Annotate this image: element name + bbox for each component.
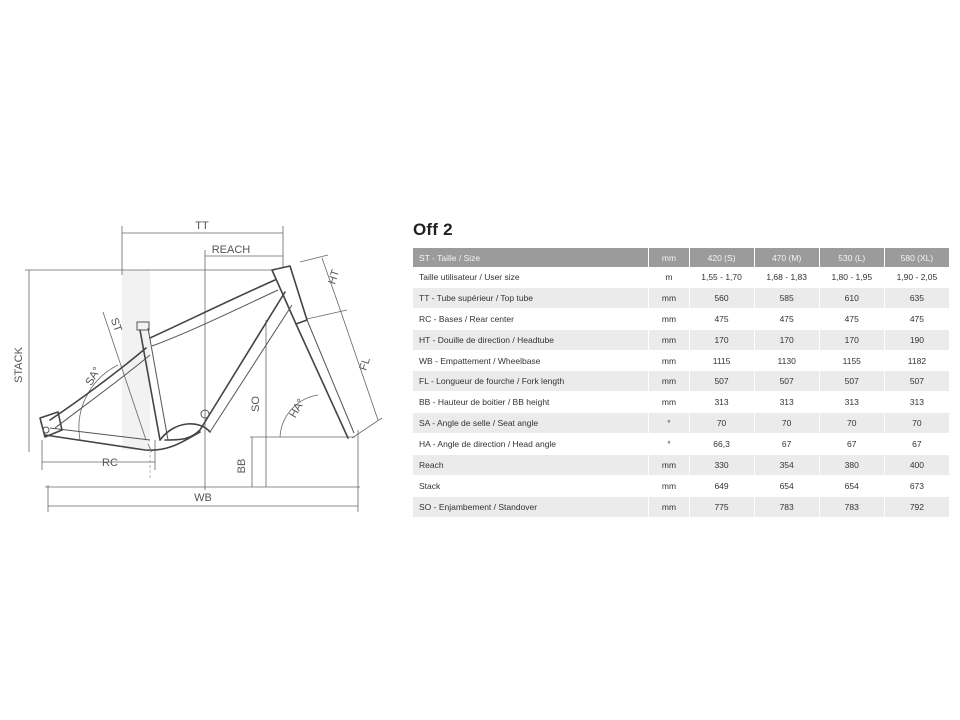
top-tube [150, 280, 275, 338]
fl-ext-bottom [352, 418, 382, 438]
header-size: 470 (M) [755, 248, 820, 267]
row-unit: m [649, 267, 689, 288]
row-parameter: WB - Empattement / Wheelbase [413, 351, 649, 372]
row-value: 70 [755, 413, 820, 434]
stack-label: STACK [13, 347, 25, 383]
reach-label: REACH [211, 244, 251, 256]
header-size: 530 (L) [820, 248, 885, 267]
table-row [413, 371, 950, 392]
row-value: 190 [885, 330, 950, 351]
row-parameter: Stack [413, 476, 649, 497]
table-body [413, 267, 950, 518]
row-unit: mm [649, 476, 689, 497]
ht-label: HT [326, 268, 343, 286]
row-value: 783 [820, 497, 885, 518]
row-value: 66,3 [690, 434, 755, 455]
row-value: 170 [690, 330, 755, 351]
row-value: 1,90 - 2,05 [885, 267, 950, 288]
row-unit: ° [649, 434, 689, 455]
row-parameter: FL - Longueur de fourche / Fork length [413, 371, 649, 392]
frame-geometry-diagram [0, 200, 400, 520]
row-parameter: BB - Hauteur de boitier / BB height [413, 392, 649, 413]
row-value: 67 [820, 434, 885, 455]
table-row [413, 455, 950, 476]
wb-label: WB [194, 492, 212, 504]
row-value: 313 [690, 392, 755, 413]
ha-label: HA° [287, 396, 308, 421]
rear-dropout [40, 412, 62, 437]
so-label: SO [250, 396, 262, 412]
row-value: 635 [885, 288, 950, 309]
row-unit: mm [649, 392, 689, 413]
row-value: 475 [820, 309, 885, 330]
row-value: 70 [820, 413, 885, 434]
geometry-table [413, 248, 950, 518]
head-tube [272, 266, 307, 324]
table-header-row [413, 248, 950, 267]
table-row [413, 288, 950, 309]
row-unit: mm [649, 288, 689, 309]
row-value: 475 [885, 309, 950, 330]
tt-label: TT [195, 220, 209, 232]
bike-frame [40, 266, 354, 480]
row-value: 330 [690, 455, 755, 476]
row-value: 507 [690, 371, 755, 392]
model-title: Off 2 [413, 220, 453, 239]
row-value: 313 [755, 392, 820, 413]
header-unit: mm [649, 248, 689, 267]
header-size: 420 (S) [690, 248, 755, 267]
row-value: 610 [820, 288, 885, 309]
bb-label: BB [236, 458, 248, 474]
row-parameter: HA - Angle de direction / Head angle [413, 434, 649, 455]
rc-label: RC [102, 457, 118, 469]
row-value: 70 [690, 413, 755, 434]
seat-tube-outline [148, 328, 168, 440]
table-row [413, 330, 950, 351]
row-value: 67 [885, 434, 950, 455]
fl-label: FL [357, 356, 373, 373]
row-value: 475 [690, 309, 755, 330]
row-value: 673 [885, 476, 950, 497]
row-value: 775 [690, 497, 755, 518]
row-value: 1,55 - 1,70 [690, 267, 755, 288]
header-size: 580 (XL) [885, 248, 950, 267]
row-value: 1,68 - 1,83 [755, 267, 820, 288]
row-parameter: SA - Angle de selle / Seat angle [413, 413, 649, 434]
ht-ext-top [300, 255, 328, 262]
row-value: 313 [885, 392, 950, 413]
row-value: 649 [690, 476, 755, 497]
row-value: 400 [885, 455, 950, 476]
row-unit: mm [649, 351, 689, 372]
row-value: 507 [885, 371, 950, 392]
header-parameter: ST - Taille / Size [413, 248, 649, 267]
row-value: 654 [755, 476, 820, 497]
st-label: ST [107, 316, 124, 334]
row-value: 1115 [690, 351, 755, 372]
row-value: 783 [755, 497, 820, 518]
top-tube-lower [152, 290, 278, 346]
row-parameter: RC - Bases / Rear center [413, 309, 649, 330]
table-row [413, 476, 950, 497]
table-row [413, 497, 950, 518]
row-parameter: Reach [413, 455, 649, 476]
table-row [413, 309, 950, 330]
row-value: 560 [690, 288, 755, 309]
row-value: 507 [755, 371, 820, 392]
row-unit: ° [649, 413, 689, 434]
fork-blade [296, 324, 348, 438]
row-value: 170 [820, 330, 885, 351]
table-row [413, 434, 950, 455]
row-parameter: Taille utilisateur / User size [413, 267, 649, 288]
row-unit: mm [649, 455, 689, 476]
row-parameter: SO - Enjambement / Standover [413, 497, 649, 518]
row-value: 1130 [755, 351, 820, 372]
row-parameter: HT - Douille de direction / Headtube [413, 330, 649, 351]
ht-dimension-line [322, 258, 341, 312]
row-parameter: TT - Tube supérieur / Top tube [413, 288, 649, 309]
table-row [413, 267, 950, 288]
fork-blade-outline [307, 320, 354, 433]
row-value: 475 [755, 309, 820, 330]
row-value: 70 [885, 413, 950, 434]
row-value: 313 [820, 392, 885, 413]
row-value: 654 [820, 476, 885, 497]
down-tube-outline [210, 305, 292, 432]
row-unit: mm [649, 371, 689, 392]
row-value: 1155 [820, 351, 885, 372]
row-value: 1,80 - 1,95 [820, 267, 885, 288]
table-row [413, 351, 950, 372]
row-value: 67 [755, 434, 820, 455]
row-value: 1182 [885, 351, 950, 372]
table-row [413, 392, 950, 413]
row-unit: mm [649, 497, 689, 518]
table-row [413, 413, 950, 434]
geometry-sheet [413, 220, 950, 518]
row-value: 792 [885, 497, 950, 518]
row-value: 354 [755, 455, 820, 476]
row-value: 380 [820, 455, 885, 476]
row-value: 170 [755, 330, 820, 351]
row-value: 585 [755, 288, 820, 309]
row-unit: mm [649, 330, 689, 351]
sa-label: SA° [83, 365, 104, 388]
row-unit: mm [649, 309, 689, 330]
row-value: 507 [820, 371, 885, 392]
